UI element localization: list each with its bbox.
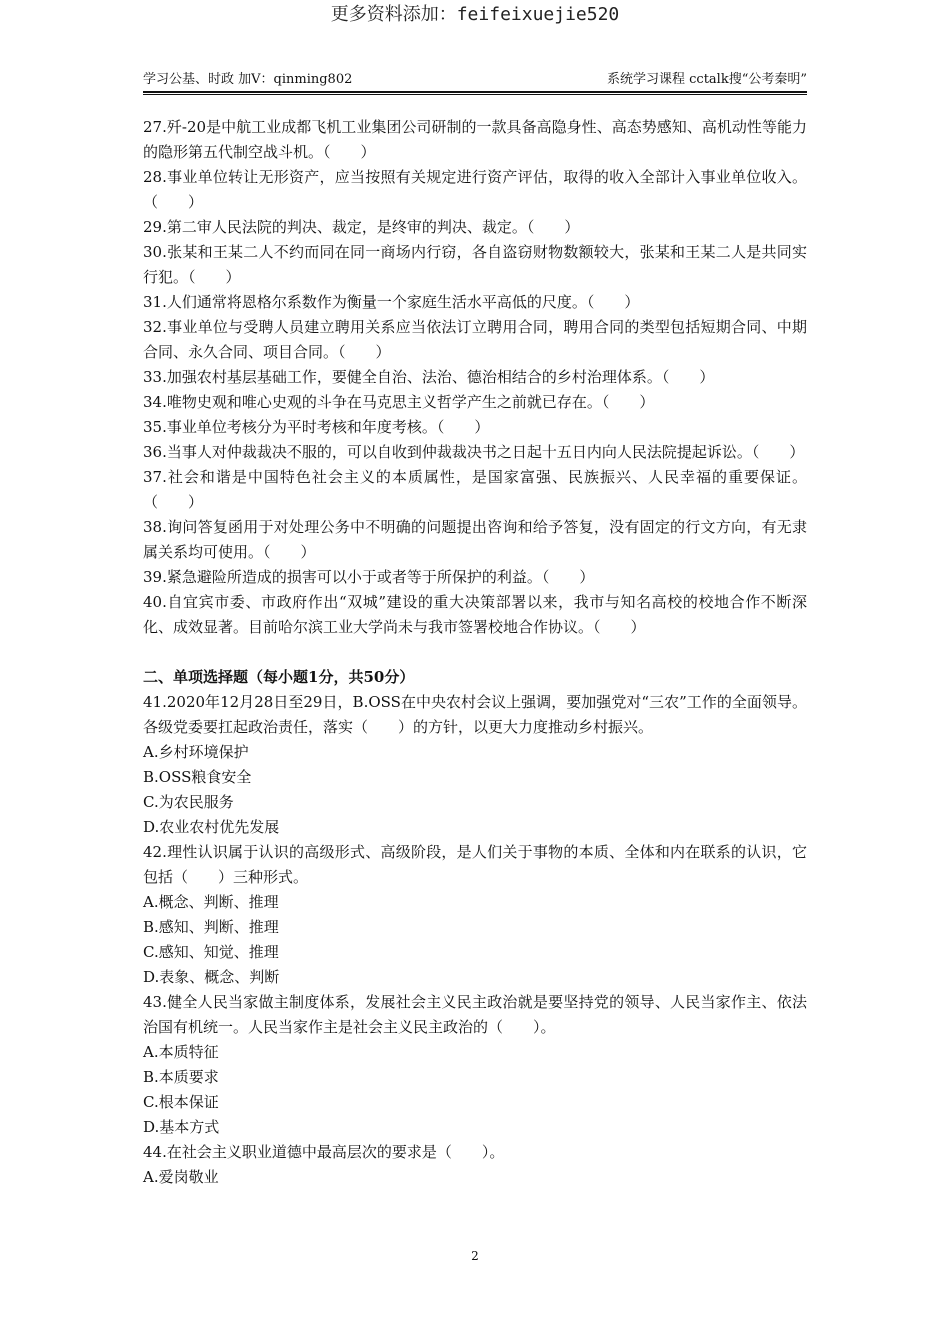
- question-42-option-b: B.感知、判断、推理: [143, 918, 279, 936]
- question-43-option-b: B.本质要求: [143, 1068, 219, 1086]
- header-rule-thick: [143, 91, 807, 93]
- question-44-stem: 44.在社会主义职业道德中最高层次的要求是（ ）。: [143, 1143, 505, 1161]
- question-42-stem: 42.理性认识属于认识的高级形式、高级阶段，是人们关于事物的本质、全体和内在联系的认识，它包括（ ）三种形式。: [143, 843, 807, 886]
- judgment-item-38: 38.询问答复函用于对处理公务中不明确的问题提出咨询和给予答复，没有固定的行文方向，有无隶属关系均可使用。（ ）: [143, 518, 807, 561]
- judgment-item-30: 30.张某和王某二人不约而同在同一商场内行窃，各自盗窃财物数额较大，张某和王某二人是共同实行犯。（ ）: [143, 243, 807, 286]
- section-title: 二、单项选择题（每小题1分，共50分）: [143, 668, 415, 686]
- question-41-stem: 41.2020年12月28日至29日，B.OSS在中央农村会议上强调，要加强党对“三农”工作的全面领导。各级党委要扛起政治责任，落实（ ）的方针，以更大力度推动乡村振兴。: [143, 693, 807, 736]
- question-42-option-c: C.感知、知觉、推理: [143, 943, 279, 961]
- header-left-text: 学习公基、时政 加V：qinming802: [143, 72, 353, 87]
- top-banner: 更多资料添加：feifeixuejie520: [330, 4, 620, 25]
- judgment-item-31: 31.人们通常将恩格尔系数作为衡量一个家庭生活水平高低的尺度。（ ）: [143, 293, 640, 311]
- question-43-stem: 43.健全人民当家做主制度体系，发展社会主义民主政治就是要坚持党的领导、人民当家作主、依法治国有机统一。人民当家作主是社会主义民主政治的（ ）。: [143, 993, 807, 1036]
- section-gap: [143, 640, 807, 665]
- judgment-item-28: 28.事业单位转让无形资产，应当按照有关规定进行资产评估，取得的收入全部计入事业单位收入。（ ）: [143, 168, 807, 211]
- judgment-item-33: 33.加强农村基层基础工作，要健全自治、法治、德治相结合的乡村治理体系。（ ）: [143, 368, 715, 386]
- question-41-option-b: B.OSS粮食安全: [143, 768, 252, 786]
- question-42-option-d: D.表象、概念、判断: [143, 968, 280, 986]
- document-body: [143, 115, 807, 1190]
- question-41-option-a: A.乡村环境保护: [143, 743, 249, 761]
- header-rule-thin: [143, 94, 807, 95]
- judgment-item-32: 32.事业单位与受聘人员建立聘用关系应当依法订立聘用合同，聘用合同的类型包括短期合同、中期合同、永久合同、项目合同。（ ）: [143, 318, 807, 361]
- judgment-item-29: 29.第二审人民法院的判决、裁定，是终审的判决、裁定。（ ）: [143, 218, 580, 236]
- question-44-option-a: A.爱岗敬业: [143, 1168, 219, 1186]
- judgment-item-37: 37.社会和谐是中国特色社会主义的本质属性，是国家富强、民族振兴、人民幸福的重要保证。（ ）: [143, 468, 807, 511]
- judgment-item-34: 34.唯物史观和唯心史观的斗争在马克思主义哲学产生之前就已存在。（ ）: [143, 393, 655, 411]
- question-42-option-a: A.概念、判断、推理: [143, 893, 279, 911]
- question-41-option-d: D.农业农村优先发展: [143, 818, 280, 836]
- question-43-option-d: D.基本方式: [143, 1118, 220, 1136]
- page-header: [143, 70, 807, 90]
- question-41-option-c: C.为农民服务: [143, 793, 234, 811]
- question-43-option-a: A.本质特征: [143, 1043, 219, 1061]
- header-right-text: 系统学习课程 cctalk搜“公考秦明”: [607, 72, 807, 87]
- judgment-item-40: 40.自宜宾市委、市政府作出“双城”建设的重大决策部署以来，我市与知名高校的校地合作不断深化、成效显著。目前哈尔滨工业大学尚未与我市签署校地合作协议。（ ）: [143, 593, 807, 636]
- judgment-item-27: 27.歼-20是中航工业成都飞机工业集团公司研制的一款具备高隐身性、高态势感知、高机动性等能力的隐形第五代制空战斗机。（ ）: [143, 118, 807, 161]
- page-number: 2: [471, 1249, 479, 1263]
- judgment-item-35: 35.事业单位考核分为平时考核和年度考核。（ ）: [143, 418, 490, 436]
- judgment-item-36: 36.当事人对仲裁裁决不服的，可以自收到仲裁裁决书之日起十五日内向人民法院提起诉讼。（ ）: [143, 443, 805, 461]
- judgment-item-39: 39.紧急避险所造成的损害可以小于或者等于所保护的利益。（ ）: [143, 568, 595, 586]
- question-43-option-c: C.根本保证: [143, 1093, 219, 1111]
